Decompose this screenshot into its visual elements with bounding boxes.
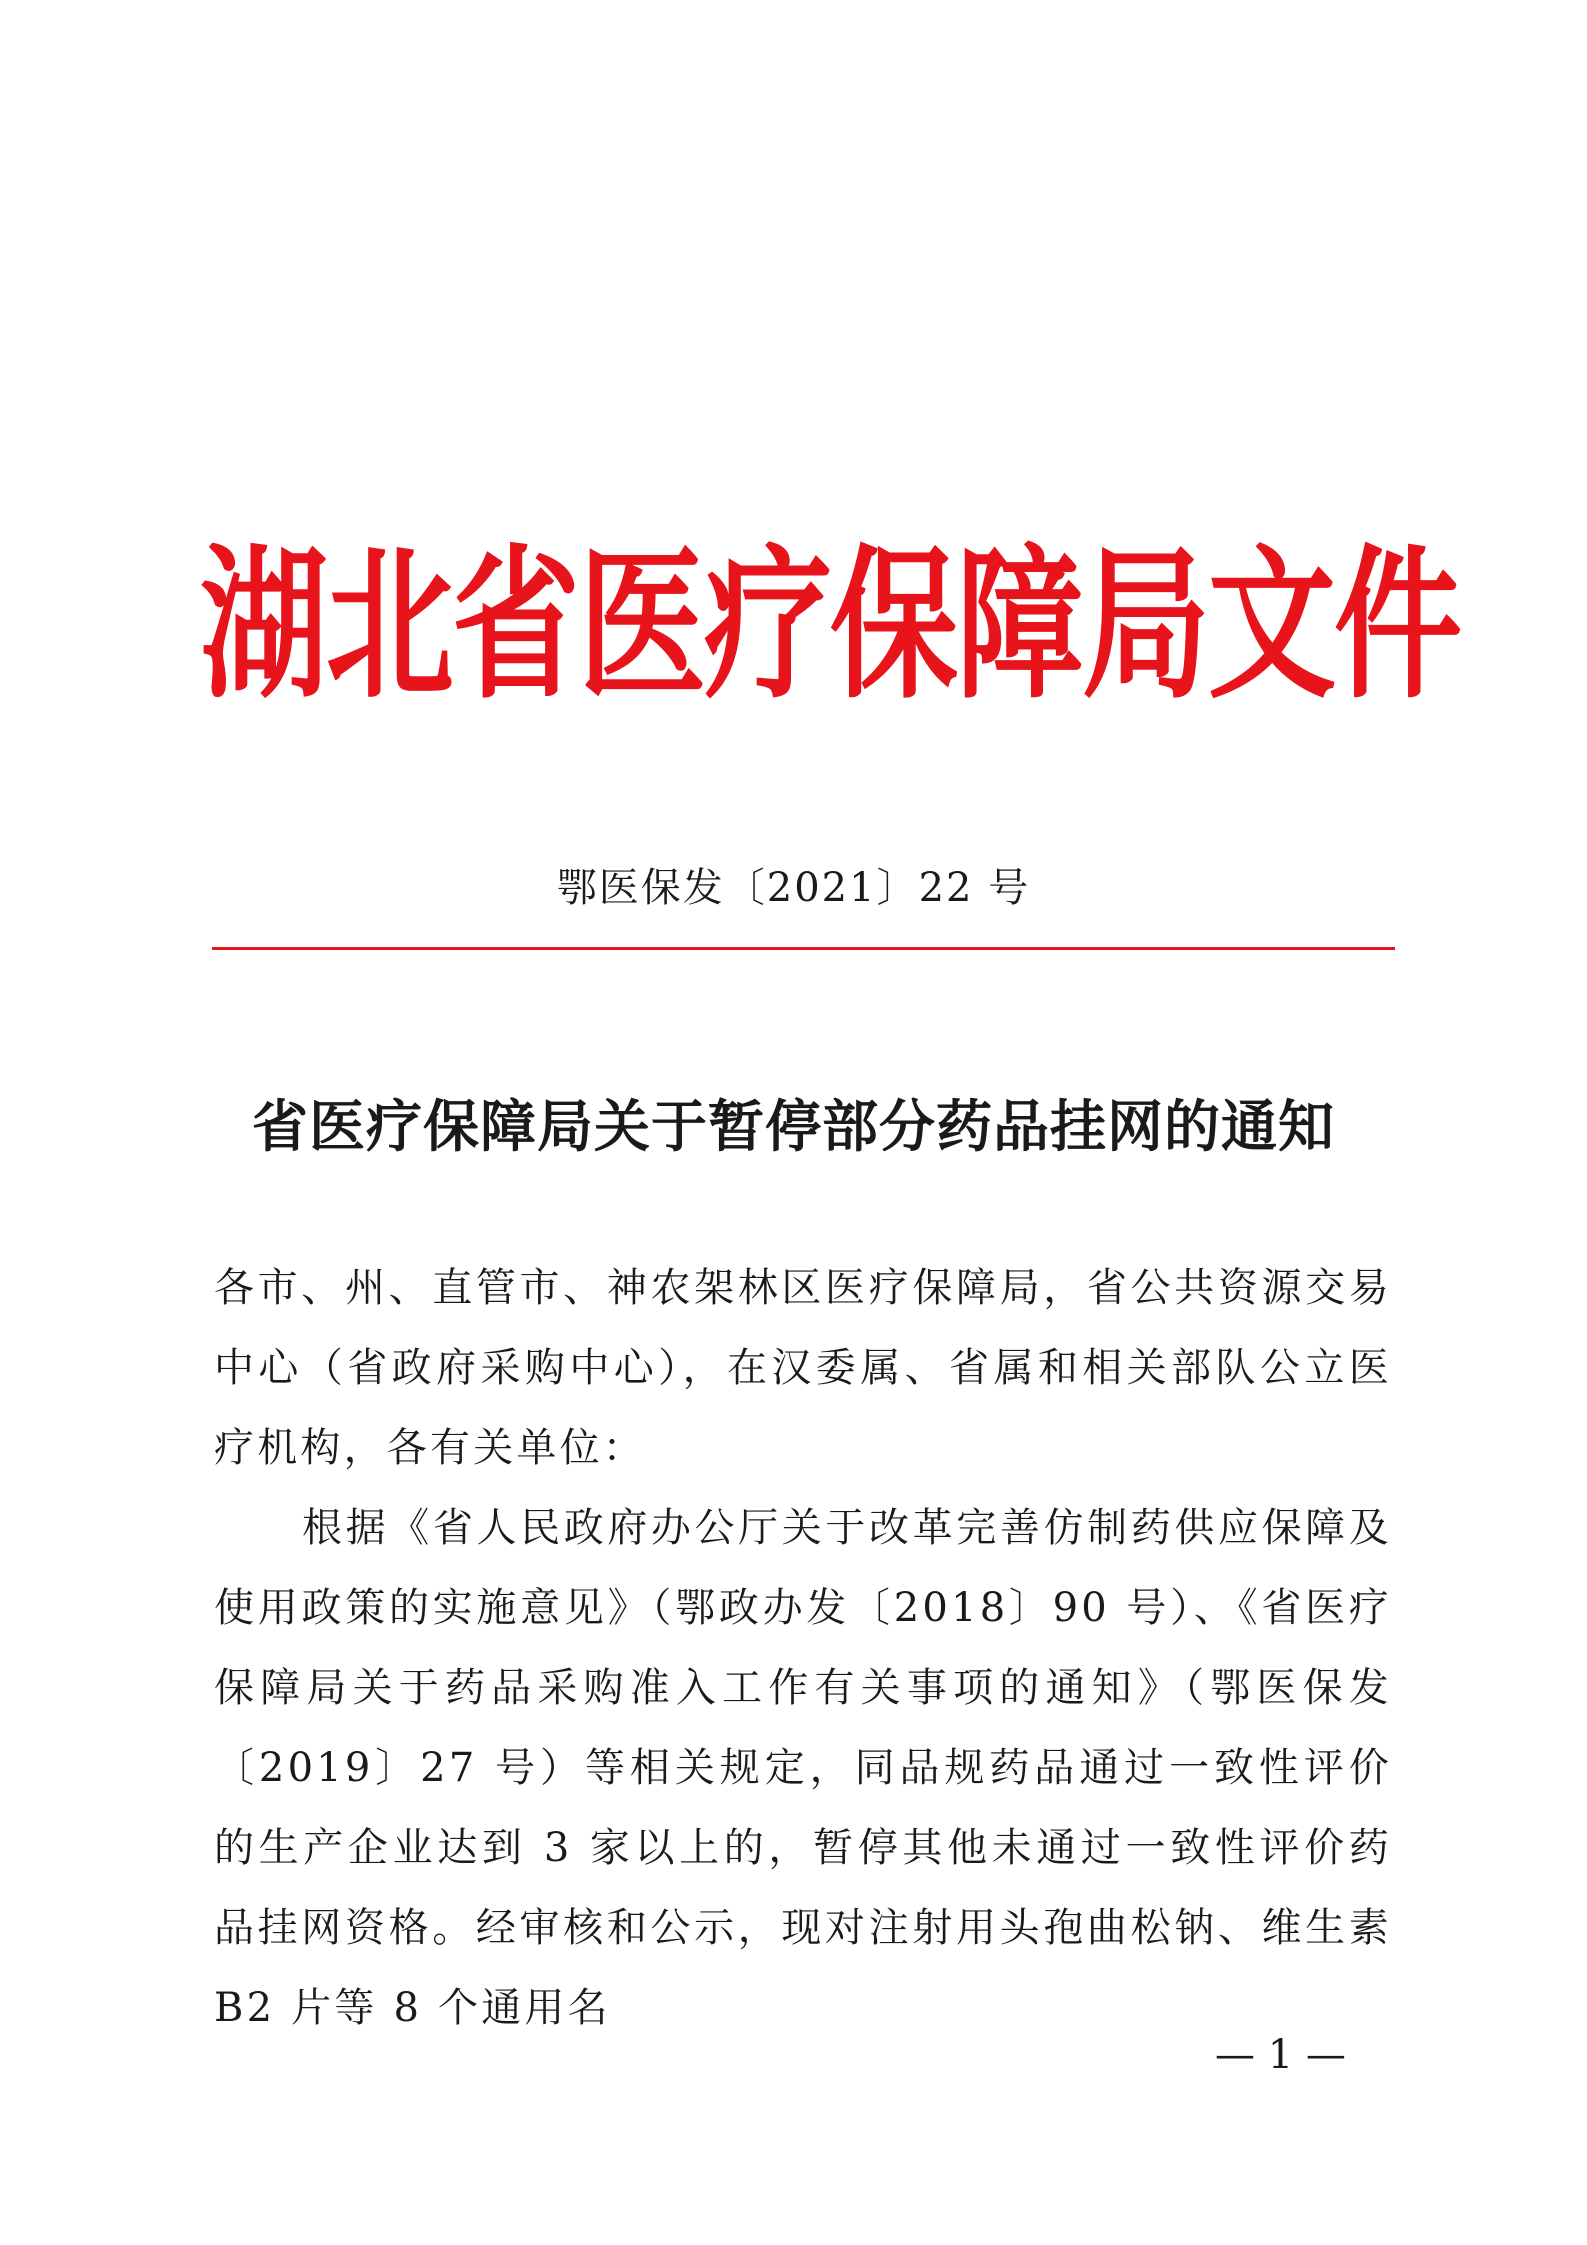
red-divider-line xyxy=(212,947,1395,950)
addressees-paragraph: 各市、州、直管市、神农架林区医疗保障局，省公共资源交易中心（省政府采购中心），在汉委属、省属和相关部队公立医疗机构，各有关单位： xyxy=(214,1265,1392,1471)
body-paragraph: 根据《省人民政府办公厅关于改革完善仿制药供应保障及使用政策的实施意见》（鄂政办发〔2018〕90 号）、《省医疗保障局关于药品采购准入工作有关事项的通知》（鄂医保发〔2019〕27 号）等相关规定，同品规药品通过一致性评价的生产企业达到 3 家以上的，暂停其他未通过一致性评价药品挂网资格。经审核和公示，现对注射用头孢曲松钠、维生素 B2 片等 8 个通用名 xyxy=(214,1505,1392,2031)
document-masthead: 湖北省医疗保障局文件 xyxy=(200,530,1461,722)
notice-body xyxy=(214,1248,1392,2048)
page-number: — 1 — xyxy=(1215,2032,1346,2078)
notice-title: 省医疗保障局关于暂停部分药品挂网的通知 xyxy=(252,1094,1335,1160)
document-number: 鄂医保发〔2021〕22 号 xyxy=(556,865,1031,911)
